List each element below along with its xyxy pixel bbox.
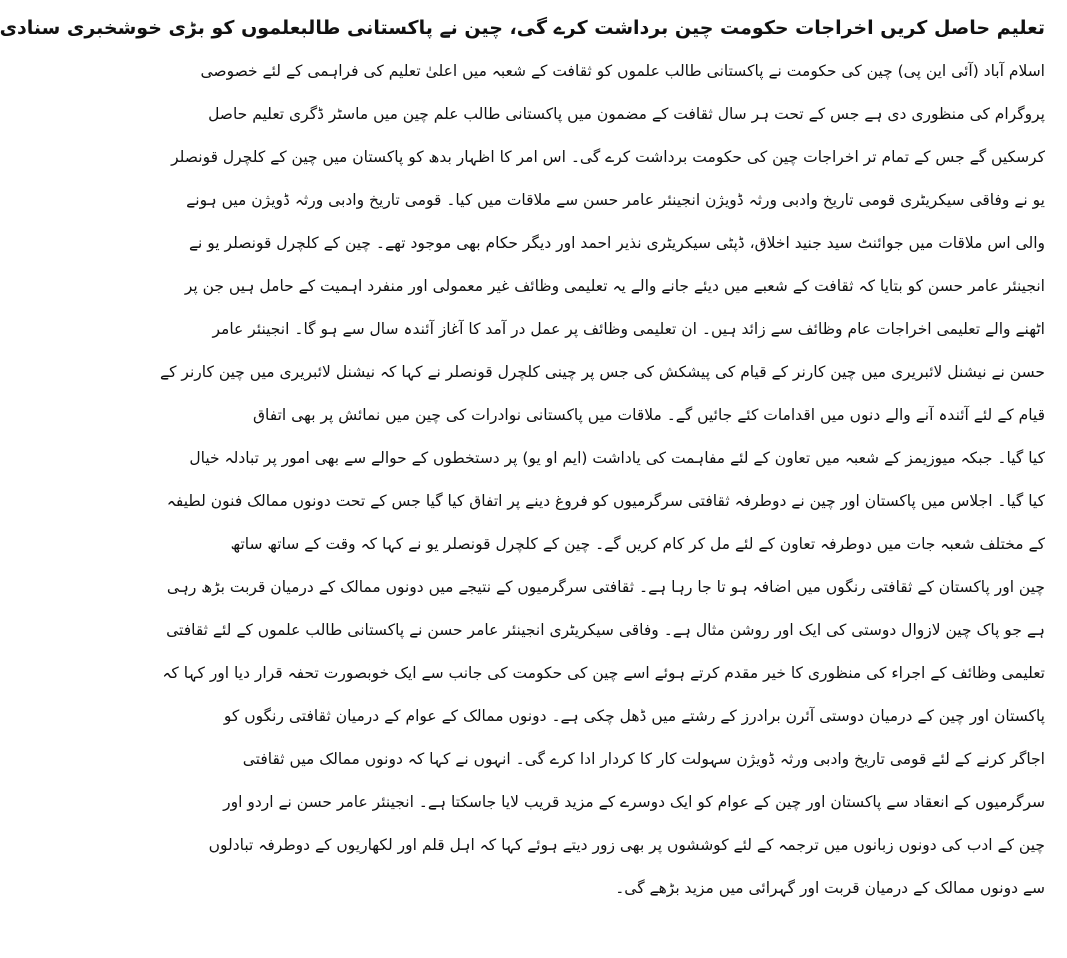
article-line: قیام کے لئے آئندہ آنے والے دنوں میں اقدامات کئے جائیں گے۔ ملاقات میں پاکستانی نوادرات کی چین میں نمائش پر بھی اتفاق (253, 406, 1045, 424)
article-line: تعلیمی وظائف کے اجراء کی منظوری کا خیر مقدم کرتے ہوئے اسے چین کی حکومت کی جانب سے ایک خوبصورت تحفہ قرار دیا اور کہا کہ (162, 664, 1045, 682)
article-headline: تعلیم حاصل کریں اخراجات حکومت چین برداشت کرے گی، چین نے پاکستانی طالبعلموں کو بڑی خوشخبری سنادی (0, 17, 1045, 39)
article-line: اٹھنے والے تعلیمی اخراجات عام وظائف سے زائد ہیں۔ ان تعلیمی وظائف پر عمل در آمد کا آغاز آئندہ سال سے ہو گا۔ انجینئر عامر (212, 320, 1045, 338)
article-line: کرسکیں گے جس کے تمام تر اخراجات چین کی حکومت برداشت کرے گی۔ اس امر کا اظہار بدھ کو پاکستان میں چین کے کلچرل قونصلر (171, 148, 1045, 166)
article-line: والی اس ملاقات میں جوائنٹ سید جنید اخلاق، ڈپٹی سیکریٹری نذیر احمد اور دیگر حکام بھی موجود تھے۔ چین کے کلچرل قونصلر یو نے (188, 234, 1045, 252)
article-line: اجاگر کرنے کے لئے قومی تاریخ وادبی ورثہ ڈویژن سہولت کار کا کردار ادا کرے گی۔ انہوں نے کہا کہ دونوں ممالک میں ثقافتی (242, 750, 1045, 768)
article-line: سے دونوں ممالک کے درمیان قربت اور گہرائی میں مزید بڑھے گی۔ (615, 879, 1045, 897)
article-body (160, 50, 1047, 910)
article-line: ہے جو پاک چین لازوال دوستی کی ایک اور روشن مثال ہے۔ وفاقی سیکریٹری انجینئر عامر حسن نے پاکستانی طالب علموں کے لئے ثقافتی (166, 621, 1045, 639)
article-line: پروگرام کی منظوری دی ہے جس کے تحت ہر سال ثقافت کے مضمون میں پاکستانی طالب علم چین میں ماسٹر ڈگری تعلیم حاصل (208, 105, 1045, 123)
article-line: پاکستان اور چین کے درمیان دوستی آئرن برادرز کے رشتے میں ڈھل چکی ہے۔ دونوں ممالک کے عوام کے درمیان ثقافتی رنگوں کو (223, 707, 1045, 725)
article-line: کے مختلف شعبہ جات میں دوطرفہ تعاون کے لئے مل کر کام کریں گے۔ چین کے کلچرل قونصلر یو نے کہا کہ وقت کے ساتھ ساتھ (230, 535, 1045, 553)
article-line: حسن نے نیشنل لائبریری میں چین کارنر کے قیام کی پیشکش کی جس پر چینی کلچرل قونصلر نے کہا کہ نیشنل لائبریری میں چین کارنر کے (160, 363, 1045, 381)
article-line: چین کے ادب کی دونوں زبانوں میں ترجمہ کے لئے کوششوں پر بھی زور دیتے ہوئے کہا کہ اہل قلم اور لکھاریوں کے دوطرفہ تبادلوں (208, 836, 1045, 854)
article-line: کیا گیا۔ اجلاس میں پاکستان اور چین نے دوطرفہ ثقافتی سرگرمیوں کو فروغ دینے پر اتفاق کیا گیا جس کے تحت دونوں ممالک فنون لطیفہ (166, 492, 1045, 510)
article-line: انجینئر عامر حسن کو بتایا کہ ثقافت کے شعبے میں دیئے جانے والے یہ تعلیمی وظائف غیر معمولی اور منفرد اہمیت کے حامل ہیں جن پر (184, 277, 1045, 295)
article-line: چین اور پاکستان کے ثقافتی رنگوں میں اضافہ ہو تا جا رہا ہے۔ ثقافتی سرگرمیوں کے نتیجے میں دونوں ممالک کے درمیان قربت بڑھ رہی (166, 578, 1045, 596)
article-line: کیا گیا۔ جبکہ میوزیمز کے شعبہ میں تعاون کے لئے مفاہمت کی یاداشت (ایم او یو) پر دستخطوں کے حوالے سے بھی امور پر تبادلہ خیال (189, 449, 1045, 467)
article-line: یو نے وفاقی سیکریٹری قومی تاریخ وادبی ورثہ ڈویژن انجینئر عامر حسن سے ملاقات میں کیا۔ قومی تاریخ وادبی ورثہ ڈویژن میں ہونے (186, 191, 1045, 209)
article-line: سرگرمیوں کے انعقاد سے پاکستان اور چین کے عوام کو ایک دوسرے کے مزید قریب لایا جاسکتا ہے۔ انجینئر عامر حسن نے اردو اور (223, 793, 1045, 811)
article-line: اسلام آباد (آئی این پی) چین کی حکومت نے پاکستانی طالب علموں کو ثقافت کے شعبہ میں اعلیٰ تعلیم کی فراہمی کے لئے خصوصی (200, 62, 1045, 80)
